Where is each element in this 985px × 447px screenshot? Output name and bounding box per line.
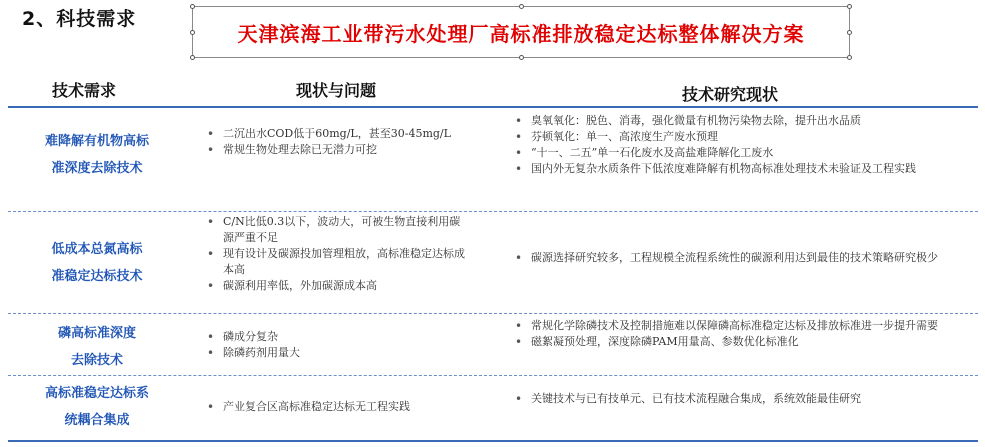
- header-status-issues: 现状与问题: [296, 81, 377, 100]
- header-research-status: 技术研究现状: [682, 85, 779, 104]
- solution-banner: [192, 6, 850, 58]
- row-divider: [8, 313, 978, 314]
- resize-handle-icon: [847, 4, 852, 9]
- list-item: • 磷成分复杂: [205, 329, 467, 345]
- table-top-rule: [8, 106, 978, 108]
- list-item: • 除磷药剂用量大: [205, 345, 467, 361]
- list-item: • 碳源选择研究较多，工程规模全流程系统性的碳源利用达到最佳的技术策略研究极少: [513, 250, 971, 266]
- issues-list-phosphorus: [205, 329, 467, 361]
- list-item: • C/N比低0.3以下，波动大，可被生物直接利用碳源严重不足: [205, 214, 467, 246]
- list-item: • 芬顿氧化：单一、高浓度生产废水预理: [513, 129, 971, 145]
- row-divider: [8, 375, 978, 376]
- resize-handle-icon: [519, 4, 524, 9]
- resize-handle-icon: [847, 55, 852, 60]
- issues-list-organics: [205, 126, 467, 158]
- row-label-phosphorus: 磷高标准深度 去除技术: [57, 326, 136, 368]
- research-list-phosphorus: [513, 318, 971, 350]
- research-list-integration: [513, 391, 971, 407]
- list-item: • 常规生物处理去除已无潜力可挖: [205, 142, 467, 158]
- banner-title: 天津滨海工业带污水处理厂高标准排放稳定达标整体解决方案: [237, 21, 805, 46]
- list-item: • “十一、二五”单一石化废水及高盐难降解化工废水: [513, 145, 971, 161]
- row-divider: [8, 211, 978, 212]
- resize-handle-icon: [847, 30, 852, 35]
- list-item: • 现有设计及碳源投加管理粗放，高标准稳定达标成本高: [205, 246, 467, 278]
- section-title: 2、科技需求: [22, 8, 137, 30]
- list-item: • 关键技术与已有技单元、已有技术流程融合集成，系统效能最佳研究: [513, 391, 971, 407]
- issues-list-nitrogen: [205, 214, 467, 294]
- issues-list-integration: [205, 399, 467, 415]
- list-item: • 常规化学除磷技术及控制措施难以保障磷高标准稳定达标及排放标准进一步提升需要: [513, 318, 971, 334]
- research-list-nitrogen: [513, 250, 971, 266]
- resize-handle-icon: [519, 55, 524, 60]
- header-tech-demand: 技术需求: [52, 81, 117, 100]
- resize-handle-icon: [190, 55, 195, 60]
- list-item: • 产业复合区高标准稳定达标无工程实践: [205, 399, 467, 415]
- research-list-organics: [513, 113, 971, 177]
- list-item: • 磁絮凝预处理，深度除磷PAM用量高、参数优化标准化: [513, 334, 971, 350]
- table-bottom-rule: [8, 440, 978, 442]
- row-label-integration: 高标准稳定达标系 统耦合集成: [44, 386, 149, 428]
- list-item: • 二沉出水COD低于60mg/L，甚至30-45mg/L: [205, 126, 467, 142]
- row-label-organics: 难降解有机物高标 准深度去除技术: [44, 134, 149, 176]
- resize-handle-icon: [190, 4, 195, 9]
- list-item: • 臭氧氧化：脱色、消毒，强化微量有机物污染物去除，提升出水品质: [513, 113, 971, 129]
- list-item: • 碳源利用率低，外加碳源成本高: [205, 278, 467, 294]
- list-item: • 国内外无复杂水质条件下低浓度难降解有机物高标准处理技术未验证及工程实践: [513, 161, 971, 177]
- resize-handle-icon: [190, 30, 195, 35]
- row-label-nitrogen: 低成本总氮高标 准稳定达标技术: [51, 242, 143, 284]
